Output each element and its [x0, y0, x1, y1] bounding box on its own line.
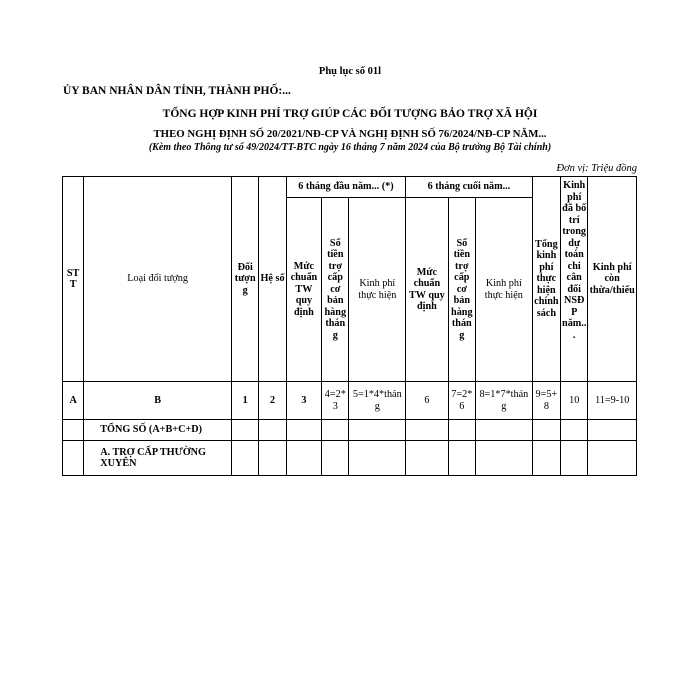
header-second-half-group: 6 tháng cuối năm... [406, 177, 533, 198]
empty-cell [532, 441, 560, 476]
empty-cell [475, 441, 532, 476]
header-actual-cost-second: Kinh phí thực hiện [475, 198, 532, 382]
index-cell: 3 [286, 382, 321, 420]
report-title-decree: THEO NGHỊ ĐỊNH SỐ 20/2021/NĐ-CP VÀ NGHỊ ĐỊNH SỐ 76/2024/NĐ-CP NĂM... [153, 128, 547, 140]
index-cell: 10 [561, 382, 588, 420]
index-cell: 4=2*3 [322, 382, 349, 420]
header-object-type: Loại đối tượng [84, 177, 232, 382]
header-stt: STT [63, 177, 84, 382]
empty-cell [561, 441, 588, 476]
empty-cell [349, 441, 406, 476]
empty-cell [232, 441, 259, 476]
header-coefficient: Hệ số [259, 177, 286, 382]
appendix-number: Phụ lục số 01l [318, 66, 382, 77]
empty-cell [259, 441, 286, 476]
index-cell: A [63, 382, 84, 420]
index-cell: 8=1*7*tháng [475, 382, 532, 420]
empty-cell [588, 420, 637, 441]
empty-cell [561, 420, 588, 441]
index-cell: 9=5+8 [532, 382, 560, 420]
header-actual-cost-first: Kinh phí thực hiện [349, 198, 406, 382]
empty-cell [448, 420, 475, 441]
header-row-groups [63, 177, 637, 198]
empty-cell [406, 441, 449, 476]
header-first-half-group: 6 tháng đầu năm... (*) [286, 177, 405, 198]
header-standard-level-first: Mức chuẩn TW quy định [286, 198, 321, 382]
header-object-count: Đối tượng [232, 177, 259, 382]
empty-cell [259, 420, 286, 441]
index-cell: 5=1*4*tháng [349, 382, 406, 420]
empty-cell [588, 441, 637, 476]
empty-cell [232, 420, 259, 441]
index-cell: 6 [406, 382, 449, 420]
index-cell: 7=2*6 [448, 382, 475, 420]
header-total-cost: Tổng kinh phí thực hiện chính sách [532, 177, 560, 382]
empty-cell [448, 441, 475, 476]
report-subtitle: (Kèm theo Thông tư số 49/2024/TT-BTC ngày 16 tháng 7 năm 2024 của Bộ trưởng Bộ Tài chính) [148, 142, 552, 153]
empty-cell [349, 420, 406, 441]
empty-cell [286, 420, 321, 441]
empty-cell [532, 420, 560, 441]
header-monthly-allowance-first: Số tiền trợ cấp cơ bản hàng tháng [322, 198, 349, 382]
total-row [63, 420, 637, 441]
total-label: TỔNG SỐ (A+B+C+D) [84, 420, 232, 441]
header-standard-level-second: Mức chuẩn TW quy định [406, 198, 449, 382]
empty-cell [475, 420, 532, 441]
index-row [63, 382, 637, 420]
empty-cell [63, 420, 84, 441]
empty-cell [322, 441, 349, 476]
header-monthly-allowance-second: Số tiền trợ cấp cơ bản hàng tháng [448, 198, 475, 382]
empty-cell [406, 420, 449, 441]
funding-table [62, 176, 637, 476]
header-balance: Kinh phí còn thừa/thiếu [588, 177, 637, 382]
index-cell: 11=9-10 [588, 382, 637, 420]
index-cell: 2 [259, 382, 286, 420]
empty-cell [322, 420, 349, 441]
section-a-row [63, 441, 637, 476]
index-cell: B [84, 382, 232, 420]
currency-unit: Đơn vị: Triệu đồng [556, 163, 637, 174]
empty-cell [63, 441, 84, 476]
empty-cell [286, 441, 321, 476]
committee-name: ỦY BAN NHÂN DÂN TỈNH, THÀNH PHỐ:... [63, 85, 291, 97]
header-allocated-budget: Kinh phí đã bố trí trong dự toán chi cân đối NSĐP năm... [561, 177, 588, 382]
section-a-label: A. TRỢ CẤP THƯỜNG XUYÊN [84, 441, 232, 476]
index-cell: 1 [232, 382, 259, 420]
report-title: TỔNG HỢP KINH PHÍ TRỢ GIÚP CÁC ĐỐI TƯỢNG BẢO TRỢ XÃ HỘI [162, 108, 538, 120]
